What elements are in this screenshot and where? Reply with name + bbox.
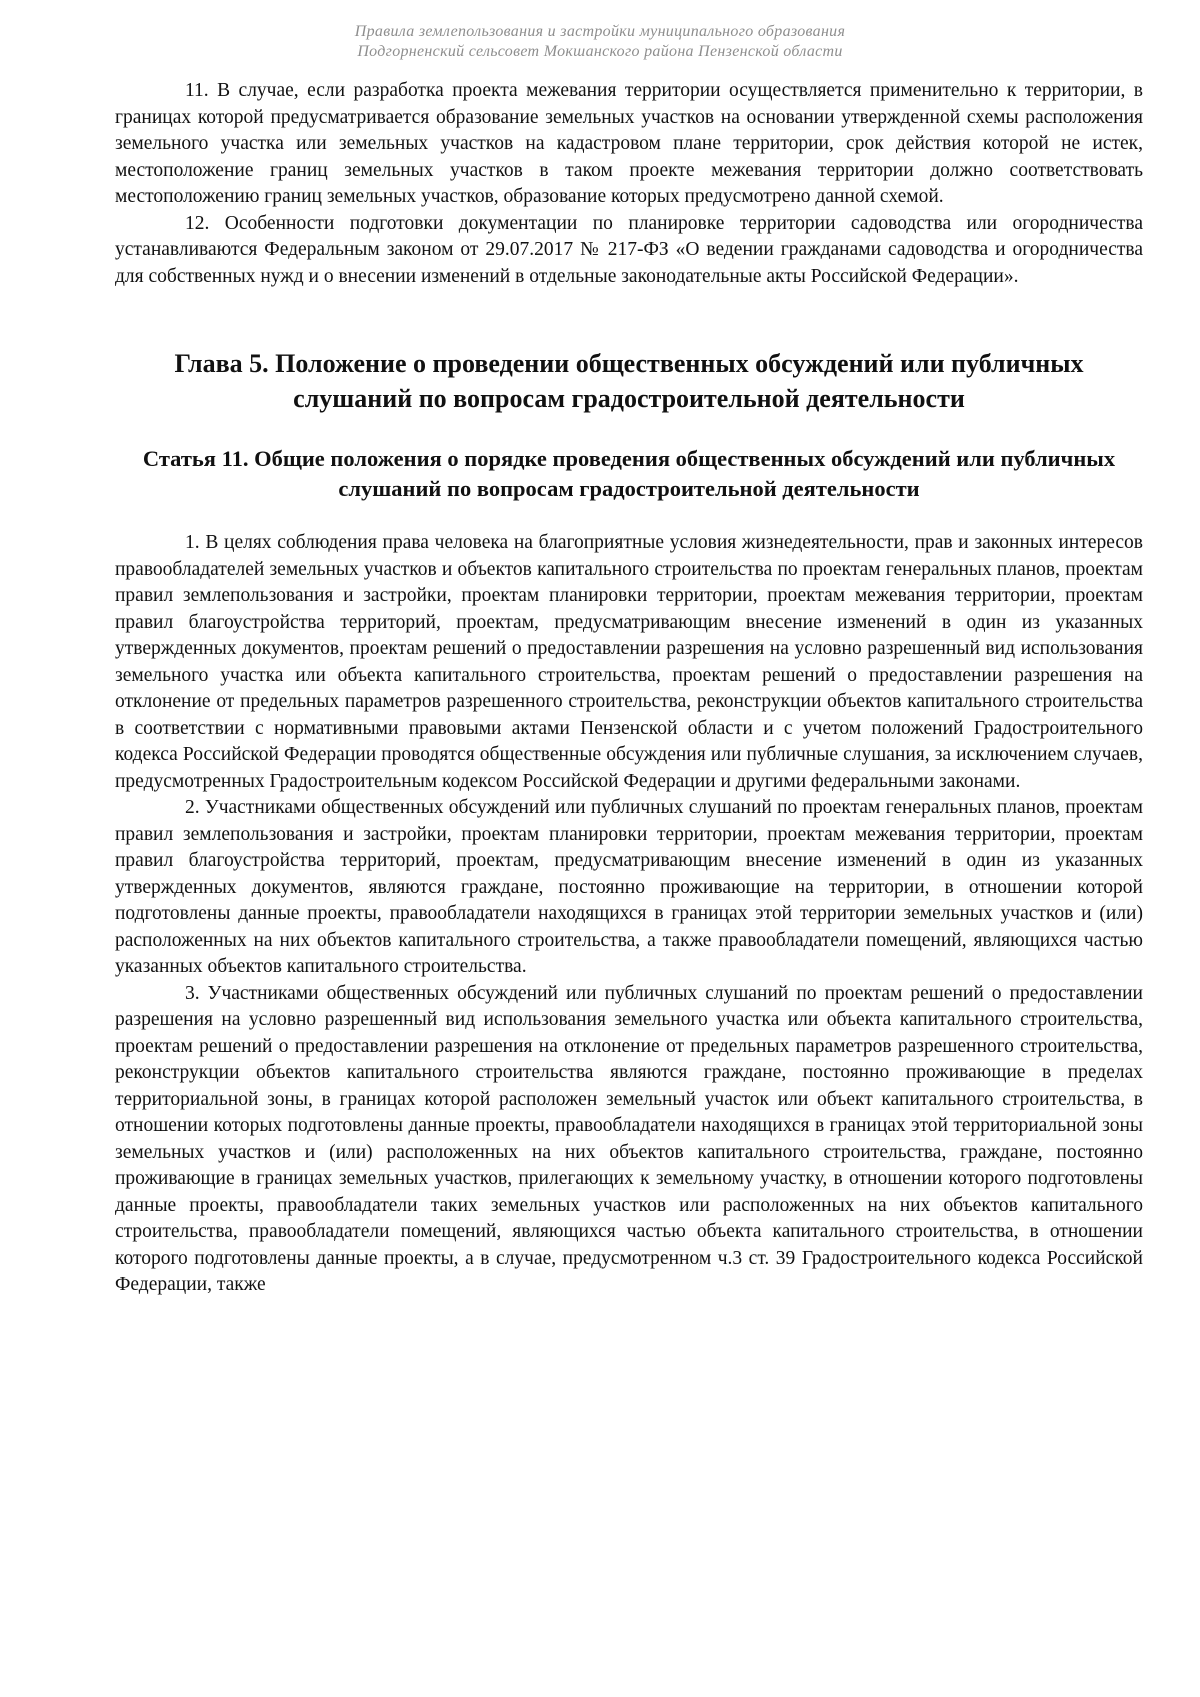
running-header-line-2: Подгорненский сельсовет Мокшанского района Пензенской области — [357, 43, 843, 60]
paragraph-12: 12. Особенности подготовки документации по планировке территории садоводства или огородничества устанавливаются Федеральным законом от 29.07.2017 № 217-ФЗ «О ведении гражданами садоводства и огородничества для собственных нужд и о внесении изменений в отдельные законодательные акты Российской Федерации». — [115, 212, 1143, 287]
document-body — [115, 78, 1143, 1299]
running-header-line-1: Правила землепользования и застройки муниципального образования — [354, 23, 846, 40]
running-header — [0, 22, 1200, 62]
chapter-title: Глава 5. Положение о проведении общественных обсуждений или публичных слушаний по вопросам градостроительной деятельности — [174, 349, 1084, 413]
article-title: Статья 11. Общие положения о порядке проведения общественных обсуждений или публичных слушаний по вопросам градостроительной деятельности — [142, 446, 1116, 501]
paragraph-11: 11. В случае, если разработка проекта межевания территории осуществляется применительно к территории, в границах которой предусматривается образование земельных участков на основании утвержденной схемы расположения земельного участка или земельных участков на кадастровом плане территории, срок действия которой не истек, местоположение границ земельных участков в таком проекте межевания территории должно соответствовать местоположению границ земельных участков, образование которых предусмотрено данной схемой. — [115, 80, 1143, 207]
article-paragraph-3: 3. Участниками общественных обсуждений или публичных слушаний по проектам решений о предоставлении разрешения на условно разрешенный вид использования земельного участка или объекта капитального строительства, проектам решений о предоставлении разрешения на отклонение от предельных параметров разрешенного строительства, реконструкции объектов капитального строительства являются граждане, постоянно проживающие в пределах территориальной зоны, в границах которой расположен земельный участок или объект капитального строительства, в отношении которых подготовлены данные проекты, правообладатели находящихся в границах этой территориальной зоны земельных участков и (или) расположенных на них объектов капитального строительства, граждане, постоянно проживающие в границах земельных участков, прилегающих к земельному участку, в отношении которого подготовлены данные проекты, правообладатели таких земельных участков или расположенных на них объектов капитального строительства, правообладатели помещений, являющихся частью объекта капитального строительства, в отношении которого подготовлены данные проекты, а в случае, предусмотренном ч.3 ст. 39 Градостроительного кодекса Российской Федерации, также — [115, 982, 1143, 1295]
article-paragraph-2: 2. Участниками общественных обсуждений или публичных слушаний по проектам генеральных планов, проектам правил землепользования и застройки, проектам планировки территории, проектам межевания территории, проектам правил благоустройства территорий, проектам, предусматривающим внесение изменений в один из указанных утвержденных документов, являются граждане, постоянно проживающие на территории, в отношении которой подготовлены данные проекты, правообладатели находящихся в границах этой территории земельных участков и (или) расположенных на них объектов капитального строительства, а также правообладатели помещений, являющихся частью указанных объектов капитального строительства. — [115, 797, 1143, 977]
article-paragraph-1: 1. В целях соблюдения права человека на благоприятные условия жизнедеятельности, прав и законных интересов правообладателей земельных участков и объектов капитального строительства по проектам генеральных планов, проектам правил землепользования и застройки, проектам планировки территории, проектам межевания территории, проектам правил благоустройства территорий, проектам, предусматривающим внесение изменений в один из указанных утвержденных документов, проектам решений о предоставлении разрешения на условно разрешенный вид использования земельного участка или объекта капитального строительства, проектам решений о предоставлении разрешения на отклонение от предельных параметров разрешенного строительства, реконструкции объектов капитального строительства в соответствии с нормативными правовыми актами Пензенской области и с учетом положений Градостроительного кодекса Российской Федерации проводятся общественные обсуждения или публичные слушания, за исключением случаев, предусмотренных Градостроительным кодексом Российской Федерации и другими федеральными законами. — [115, 532, 1143, 792]
